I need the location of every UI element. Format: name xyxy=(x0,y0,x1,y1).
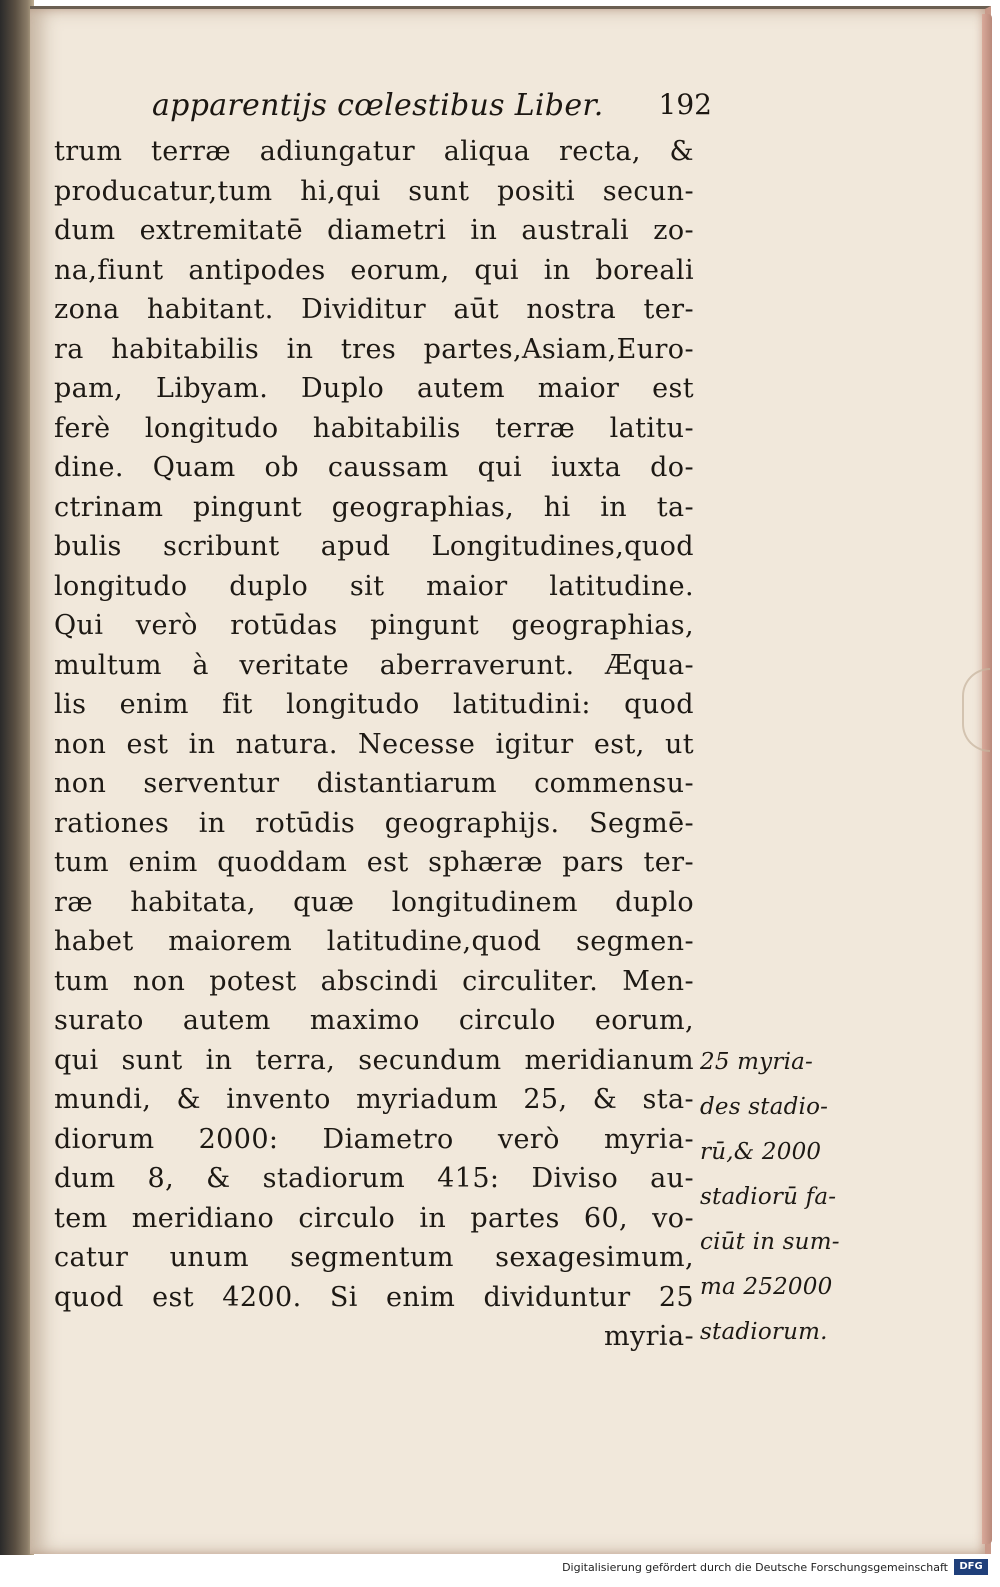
text-line: lis enim fit longitudo latitudini: quod xyxy=(54,689,694,720)
text-line: tum enim quoddam est sphæræ pars ter- xyxy=(54,847,694,878)
margin-note-line: ma 252000 xyxy=(700,1274,833,1300)
dfg-logo-icon: DFG xyxy=(954,1559,988,1575)
text-line: diorum 2000: Diametro verò myria- xyxy=(54,1123,694,1155)
margin-note-line: stadiorū fa- xyxy=(700,1184,837,1210)
text-line: dine. Quam ob caussam qui iuxta do- xyxy=(54,452,694,483)
text-line: habet maiorem latitudine,quod segmen- xyxy=(54,926,694,957)
text-line: ferè longitudo habitabilis terræ latitu- xyxy=(54,412,694,444)
text-line: longitudo duplo sit maior latitudine. xyxy=(54,570,694,602)
main-text-block xyxy=(54,132,694,1357)
margin-note-line: stadiorum. xyxy=(700,1319,828,1345)
text-line: na,fiunt antipodes eorum, qui in boreali xyxy=(54,254,694,286)
text-line: catur unum segmentum sexagesimum, xyxy=(54,1242,694,1273)
text-line: producatur,tum hi,qui sunt positi secun- xyxy=(54,175,694,207)
margin-note-line: rū,& 2000 xyxy=(700,1139,822,1165)
digitization-footer xyxy=(0,1555,1000,1587)
text-line: ra habitabilis in tres partes,Asiam,Euro- xyxy=(54,333,694,365)
running-head: apparentijs cœlestibus Liber. xyxy=(152,88,604,123)
text-line: non serventur distantiarum commensu- xyxy=(54,768,694,799)
text-line: tem meridiano circulo in partes 60, vo- xyxy=(54,1202,694,1234)
text-line: dum 8, & stadiorum 415: Diviso au- xyxy=(54,1163,694,1194)
text-line: trum terræ adiungatur aliqua recta, & xyxy=(54,136,694,167)
text-line: ctrinam pingunt geographias, hi in ta- xyxy=(54,491,694,523)
margin-note-line: 25 myria- xyxy=(700,1049,814,1075)
text-line: zona habitant. Dividitur aūt nostra ter- xyxy=(54,294,694,325)
text-line: non est in natura. Necesse igitur est, ut xyxy=(54,728,694,760)
text-line: quod est 4200. Si enim dividuntur 25 xyxy=(54,1281,694,1313)
page-edge xyxy=(982,14,992,1544)
funding-credit: Digitalisierung gefördert durch die Deutsche Forschungsgemeinschaft xyxy=(562,1561,948,1574)
text-line: qui sunt in terra, secundum meridianum xyxy=(54,1044,694,1076)
page-header xyxy=(152,88,712,128)
text-line: dum extremitatē diametri in australi zo- xyxy=(54,215,694,246)
text-line: tum non potest abscindi circuliter. Men- xyxy=(54,965,694,997)
text-line: surato autem maximo circulo eorum, xyxy=(54,1005,694,1036)
text-line: Qui verò rotūdas pingunt geographias, xyxy=(54,610,694,641)
text-line: mundi, & invento myriadum 25, & sta- xyxy=(54,1084,694,1115)
text-line: rationes in rotūdis geographijs. Segmē- xyxy=(54,807,694,839)
text-line: ræ habitata, quæ longitudinem duplo xyxy=(54,886,694,918)
text-line: pam, Libyam. Duplo autem maior est xyxy=(54,373,694,404)
margin-note xyxy=(700,1040,860,1355)
text-line: multum à veritate aberraverunt. Æqua- xyxy=(54,649,694,681)
page-stain xyxy=(962,668,990,752)
page-number: 192 xyxy=(658,88,712,121)
book-spine xyxy=(0,0,34,1560)
text-line: bulis scribunt apud Longitudines,quod xyxy=(54,531,694,562)
text-line: myria- xyxy=(603,1321,694,1352)
margin-note-line: ciūt in sum- xyxy=(700,1229,840,1255)
margin-note-line: des stadio- xyxy=(700,1094,829,1120)
